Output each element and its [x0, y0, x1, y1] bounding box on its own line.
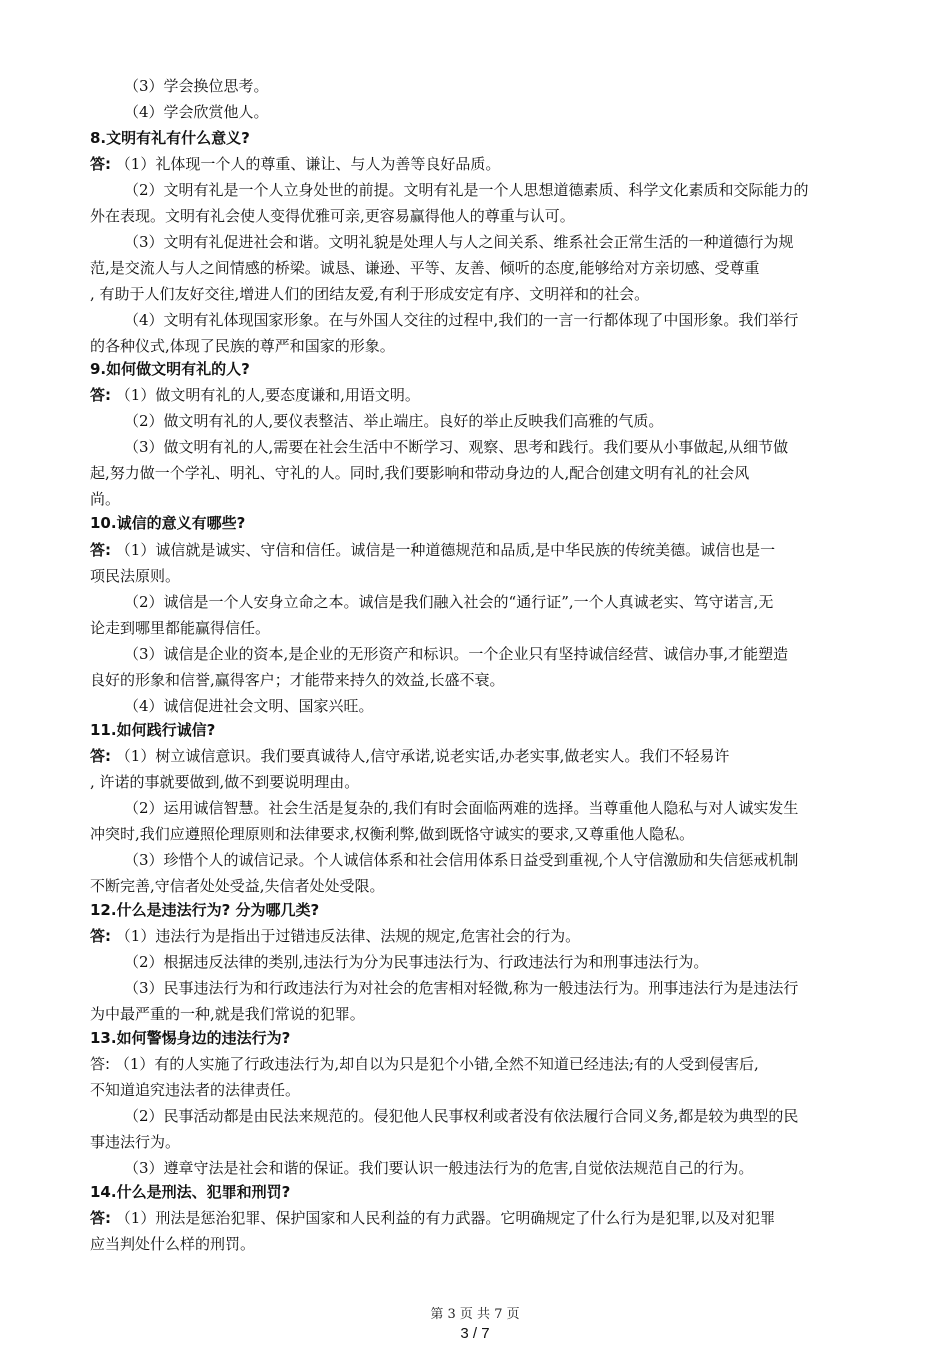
question-heading: 13.如何警惕身边的违法行为? [90, 1029, 291, 1047]
text-line: （2）根据违反法律的类别,违法行为分为民事违法行为、行政违法行为和刑事违法行为。 [124, 953, 709, 971]
text-line: （3）文明有礼促进社会和谐。文明礼貌是处理人与人之间关系、维系社会正常生活的一种道德行为规 [124, 233, 794, 251]
answer-text: （1）有的人实施了行政违法行为,却自以为只是犯个小错,全然不知道已经违法;有的人受到侵害后, [114, 1055, 759, 1073]
text-line: 不知道追究违法者的法律责任。 [90, 1081, 301, 1099]
question-heading: 11.如何践行诚信? [90, 721, 216, 739]
text-line: 项民法原则。 [90, 567, 181, 585]
text-line: , 许诺的事就要做到,做不到要说明理由。 [90, 773, 360, 791]
text-line: （3）学会换位思考。 [124, 77, 269, 95]
answer-label: 答: [90, 747, 111, 765]
text-line: 应当判处什么样的刑罚。 [90, 1235, 256, 1253]
text-line: （3）民事违法行为和行政违法行为对社会的危害相对轻微,称为一般违法行为。刑事违法行为是违法行 [124, 979, 799, 997]
text-line: （2）运用诚信智慧。社会生活是复杂的,我们有时会面临两难的选择。当尊重他人隐私与对人诚实发生 [124, 799, 799, 817]
text-line: （4）诚信促进社会文明、国家兴旺。 [124, 697, 374, 715]
text-line: 尚。 [90, 490, 121, 508]
text-line: （2）文明有礼是一个人立身处世的前提。文明有礼是一个人思想道德素质、科学文化素质和交际能力的 [124, 181, 809, 199]
answer-line [90, 1205, 874, 1231]
answer-label: 答: [90, 1209, 111, 1227]
answer-label: 答: [90, 155, 111, 173]
page-counter: 3 / 7 [460, 1325, 490, 1342]
answer-line [90, 743, 874, 769]
text-line: 范,是交流人与人之间情感的桥梁。诚恳、谦逊、平等、友善、倾听的态度,能够给对方亲切感、受尊重 [90, 259, 760, 277]
text-line: （3）做文明有礼的人,需要在社会生活中不断学习、观察、思考和践行。我们要从小事做起,从细节做 [124, 438, 789, 456]
text-line: 起,努力做一个学礼、明礼、守礼的人。同时,我们要影响和带动身边的人,配合创建文明有礼的社会风 [90, 464, 750, 482]
text-line: 外在表现。文明有礼会使人变得优雅可亲,更容易赢得他人的尊重与认可。 [90, 207, 575, 225]
answer-text: （1）树立诚信意识。我们要真诚待人,信守承诺,说老实话,办老实事,做老实人。我们不轻易许 [115, 747, 730, 765]
text-line: （3）珍惜个人的诚信记录。个人诚信体系和社会信用体系日益受到重视,个人守信激励和失信惩戒机制 [124, 851, 799, 869]
answer-line [90, 151, 874, 177]
answer-line [90, 537, 874, 563]
question-heading: 8.文明有礼有什么意义? [90, 129, 250, 147]
question-heading: 12.什么是违法行为? 分为哪几类? [90, 901, 320, 919]
page-footer: 第 3 页 共 7 页 [430, 1307, 520, 1322]
text-line: 事违法行为。 [90, 1133, 181, 1151]
text-line: （4）文明有礼体现国家形象。在与外国人交往的过程中,我们的一言一行都体现了中国形象。我们举行 [124, 311, 799, 329]
answer-line [90, 382, 874, 408]
text-line: , 有助于人们友好交往,增进人们的团结友爱,有利于形成安定有序、文明祥和的社会。 [90, 285, 650, 303]
text-line: 为中最严重的一种,就是我们常说的犯罪。 [90, 1005, 365, 1023]
answer-text: （1）刑法是惩治犯罪、保护国家和人民利益的有力武器。它明确规定了什么行为是犯罪,以及对犯罪 [115, 1209, 776, 1227]
text-line: （2）做文明有礼的人,要仪表整洁、举止端庄。良好的举止反映我们高雅的气质。 [124, 412, 664, 430]
text-line: （3）遵章守法是社会和谐的保证。我们要认识一般违法行为的危害,自觉依法规范自己的行为。 [124, 1159, 754, 1177]
answer-text: （1）诚信就是诚实、守信和信任。诚信是一种道德规范和品质,是中华民族的传统美德。诚信也是一 [115, 541, 776, 559]
text-line: 论走到哪里都能赢得信任。 [90, 619, 271, 637]
answer-label: 答: [90, 541, 111, 559]
text-line: （3）诚信是企业的资本,是企业的无形资产和标识。一个企业只有坚持诚信经营、诚信办事,才能塑造 [124, 645, 789, 663]
answer-label: 答: [90, 927, 111, 945]
question-heading: 14.什么是刑法、犯罪和刑罚? [90, 1183, 291, 1201]
text-line: （2）诚信是一个人安身立命之本。诚信是我们融入社会的“通行证”,一个人真诚老实、笃守诺言,无 [124, 593, 774, 611]
text-line: 的各种仪式,体现了民族的尊严和国家的形象。 [90, 337, 395, 355]
text-line: （4）学会欣赏他人。 [124, 103, 269, 121]
text-line: 冲突时,我们应遵照伦理原则和法律要求,权衡利弊,做到既恪守诚实的要求,又尊重他人隐私。 [90, 825, 695, 843]
answer-text: （1）违法行为是指出于过错违反法律、法规的规定,危害社会的行为。 [115, 927, 581, 945]
answer-label: 答: [90, 1055, 111, 1073]
answer-text: （1）做文明有礼的人,要态度谦和,用语文明。 [115, 386, 420, 404]
answer-text: （1）礼体现一个人的尊重、谦让、与人为善等良好品质。 [115, 155, 501, 173]
text-line: 不断完善,守信者处处受益,失信者处处受限。 [90, 877, 385, 895]
question-heading: 9.如何做文明有礼的人? [90, 360, 250, 378]
answer-line [90, 1051, 874, 1077]
text-line: 良好的形象和信誉,赢得客户；才能带来持久的效益,长盛不衰。 [90, 671, 505, 689]
question-heading: 10.诚信的意义有哪些? [90, 514, 246, 532]
answer-line [90, 923, 874, 949]
text-line: （2）民事活动都是由民法来规范的。侵犯他人民事权利或者没有依法履行合同义务,都是较为典型的民 [124, 1107, 799, 1125]
answer-label: 答: [90, 386, 111, 404]
